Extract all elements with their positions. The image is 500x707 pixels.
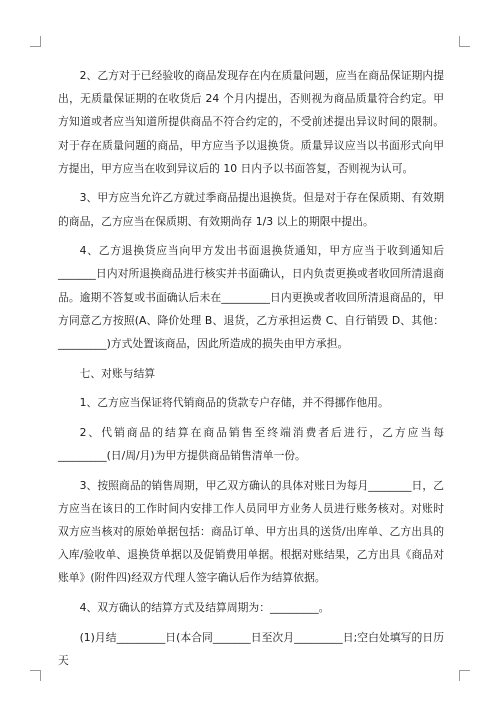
clause-paragraph: 4、乙方退换货应当向甲方发出书面退换货通知，甲方应当于收到通知后_______日内对所退换商品进行核实并书面确认，日内负责更换或者收回所清退商品。逾期不答复或书面确认后未在_________日内更换或者收回所清退商品的，甲方同意乙方按照(A、降价处理 B、退货，乙方承担运费 C、自行销毁 D、其他：_________)方式处置该商品，因此所造成的损失由甲方承担。: [58, 244, 444, 351]
section-heading: 七、对账与结算: [79, 366, 156, 380]
clause-paragraph: 3、按照商品的销售周期，甲乙双方确认的具体对账日为每月________日，乙方应当在该日的工作时间内安排工作人员同甲方业务人员进行账务核对。对账时双方应当核对的原始单据包括：商品订单、甲方出具的送货/出库单、乙方出具的入库/验收单、退换货单据以及促销费用单据。根据对账结果，乙方出具《商品对账单》(附件四)经双方代理人签字确认后作为结算依据。: [58, 478, 444, 585]
crop-mark-bottom-left: [30, 670, 41, 681]
clause-paragraph: (1)月结_________日(本合同_______日至次月_________日;空白处填写的日历天: [58, 630, 444, 667]
clause-paragraph: 3、甲方应当允许乙方就过季商品提出退换货。但是对于存在保质期、有效期的商品，乙方应当在保质期、有效期尚存 1/3 以上的期限中提出。: [58, 191, 444, 228]
clause-paragraph: 1、乙方应当保证将代销商品的货款专户存储，并不得挪作他用。: [79, 396, 389, 410]
document-body: [58, 64, 444, 678]
clause-paragraph: 2、乙方对于已经验收的商品发现存在内在质量问题，应当在商品保证期内提出，无质量保证期的在收货后 24 个月内提出，否则视为商品质量符合约定。甲方知道或者应当知道所提供商品不符合约定的，不受前述提出异议时间的限制。对于存在质量问题的商品，甲方应当予以退换货。质量异议应当以书面形式向甲方提出，甲方应当在收到异议后的 10 日内予以书面答复，否则视为认可。: [58, 69, 444, 175]
clause-paragraph: 2、代销商品的结算在商品销售至终端消费者后进行，乙方应当每_________(日/周/月)为甲方提供商品销售清单一份。: [58, 425, 444, 462]
crop-mark-top-left: [30, 36, 41, 47]
crop-mark-bottom-right: [459, 670, 470, 681]
clause-paragraph: 4、双方确认的结算方式及结算周期为：_________。: [79, 601, 330, 614]
crop-mark-top-right: [459, 36, 470, 47]
